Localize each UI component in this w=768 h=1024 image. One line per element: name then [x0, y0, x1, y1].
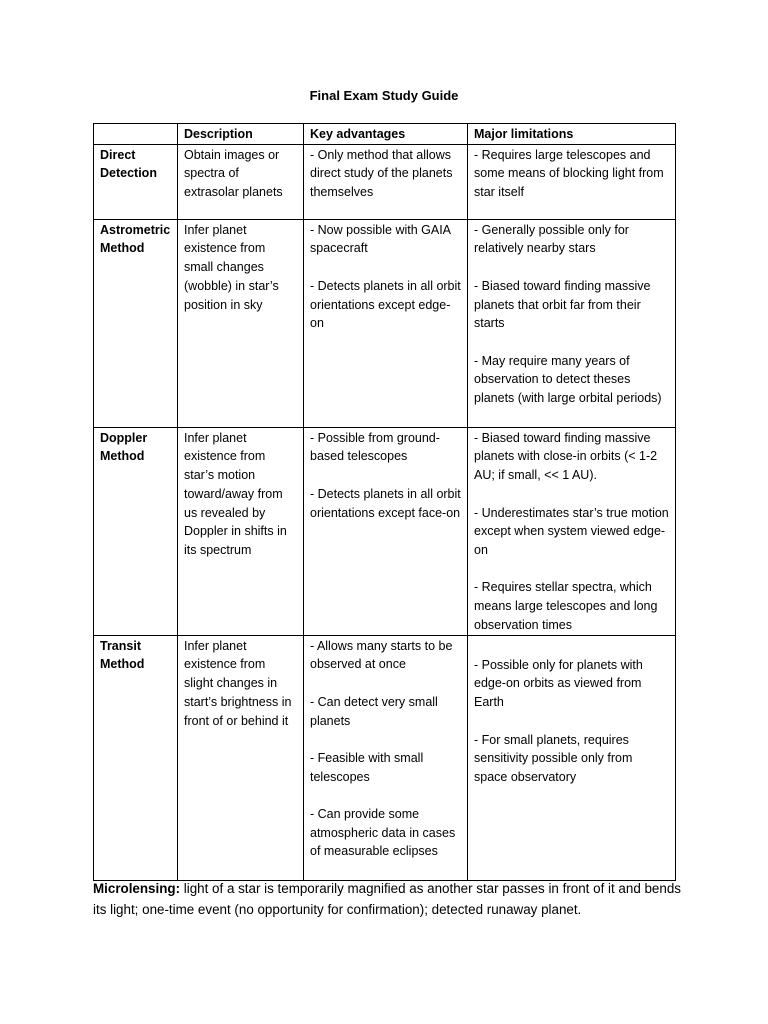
description-text: Obtain images or spectra of extrasolar planets — [184, 147, 283, 200]
limitation-item: - Generally possible only for relatively nearby stars — [474, 222, 629, 256]
advantage-item: - Can detect very small planets — [310, 694, 438, 728]
document-title: Final Exam Study Guide — [309, 88, 459, 103]
limitations-cell — [468, 635, 676, 880]
description-cell — [178, 635, 304, 880]
method-name: Direct Detection — [94, 144, 178, 219]
limitation-item: - Requires large telescopes and some means of blocking light from star itself — [474, 147, 664, 200]
description-text: Infer planet existence from star’s motion toward/away from us revealed by Doppler in shifts in its spectrum — [184, 430, 287, 557]
header-major-limitations: Major limitations — [468, 124, 676, 145]
advantages-cell — [304, 635, 468, 880]
microlensing-term: Microlensing: — [93, 881, 181, 896]
limitation-item: - Biased toward finding massive planets with close-in orbits (< 1-2 AU; if small, << 1 AU). — [474, 430, 658, 483]
method-name: Transit Method — [94, 635, 178, 880]
advantage-item: - Detects planets in all orbit orientations except face-on — [310, 486, 461, 520]
header-description: Description — [178, 124, 304, 145]
table-row — [94, 635, 676, 880]
table-header-row — [94, 124, 676, 145]
description-cell — [178, 219, 304, 427]
table-row — [94, 427, 676, 635]
description-text: Infer planet existence from small changes (wobble) in star’s position in sky — [184, 222, 279, 312]
limitations-cell — [468, 427, 676, 635]
limitation-item: - Possible only for planets with edge-on orbits as viewed from Earth — [474, 657, 643, 710]
limitation-item: - For small planets, requires sensitivity possible only from space observatory — [474, 732, 633, 784]
limitation-item: - Requires stellar spectra, which means large telescopes and long observation times — [474, 580, 658, 632]
advantage-item: - Can provide some atmospheric data in cases of measurable eclipses — [310, 806, 456, 859]
table-row — [94, 144, 676, 219]
limitation-item: - Biased toward finding massive planets that orbit far from their starts — [474, 278, 651, 331]
limitations-cell — [468, 144, 676, 219]
limitations-cell — [468, 219, 676, 427]
method-name: Astrometric Method — [94, 219, 178, 427]
advantage-item: - Possible from ground-based telescopes — [310, 430, 440, 464]
header-empty — [94, 124, 178, 145]
table-row — [94, 219, 676, 427]
limitation-item: - Underestimates star’s true motion except when system viewed edge-on — [474, 505, 669, 557]
advantage-item: - Only method that allows direct study of the planets themselves — [310, 147, 453, 200]
description-cell — [178, 144, 304, 219]
method-name: Doppler Method — [94, 427, 178, 635]
advantage-item: - Feasible with small telescopes — [310, 750, 424, 784]
header-key-advantages: Key advantages — [304, 124, 468, 145]
advantages-cell — [304, 144, 468, 219]
microlensing-note — [93, 878, 683, 920]
description-text: Infer planet existence from slight changes in start’s brightness in front of or behind it — [184, 638, 292, 728]
advantage-item: - Now possible with GAIA spacecraft — [310, 222, 451, 256]
description-cell — [178, 427, 304, 635]
advantages-cell — [304, 427, 468, 635]
advantages-cell — [304, 219, 468, 427]
advantage-item: - Allows many starts to be observed at once — [310, 638, 453, 672]
study-guide-table — [93, 123, 676, 881]
limitation-item: - May require many years of observation to detect theses planets (with large orbital periods) — [474, 353, 662, 405]
microlensing-text: light of a star is temporarily magnified as another star passes in front of it and bends its light; one-time event (no opportunity for confirmation); detected runaway planet. — [93, 881, 681, 917]
advantage-item: - Detects planets in all orbit orientations except edge-on — [310, 278, 461, 331]
